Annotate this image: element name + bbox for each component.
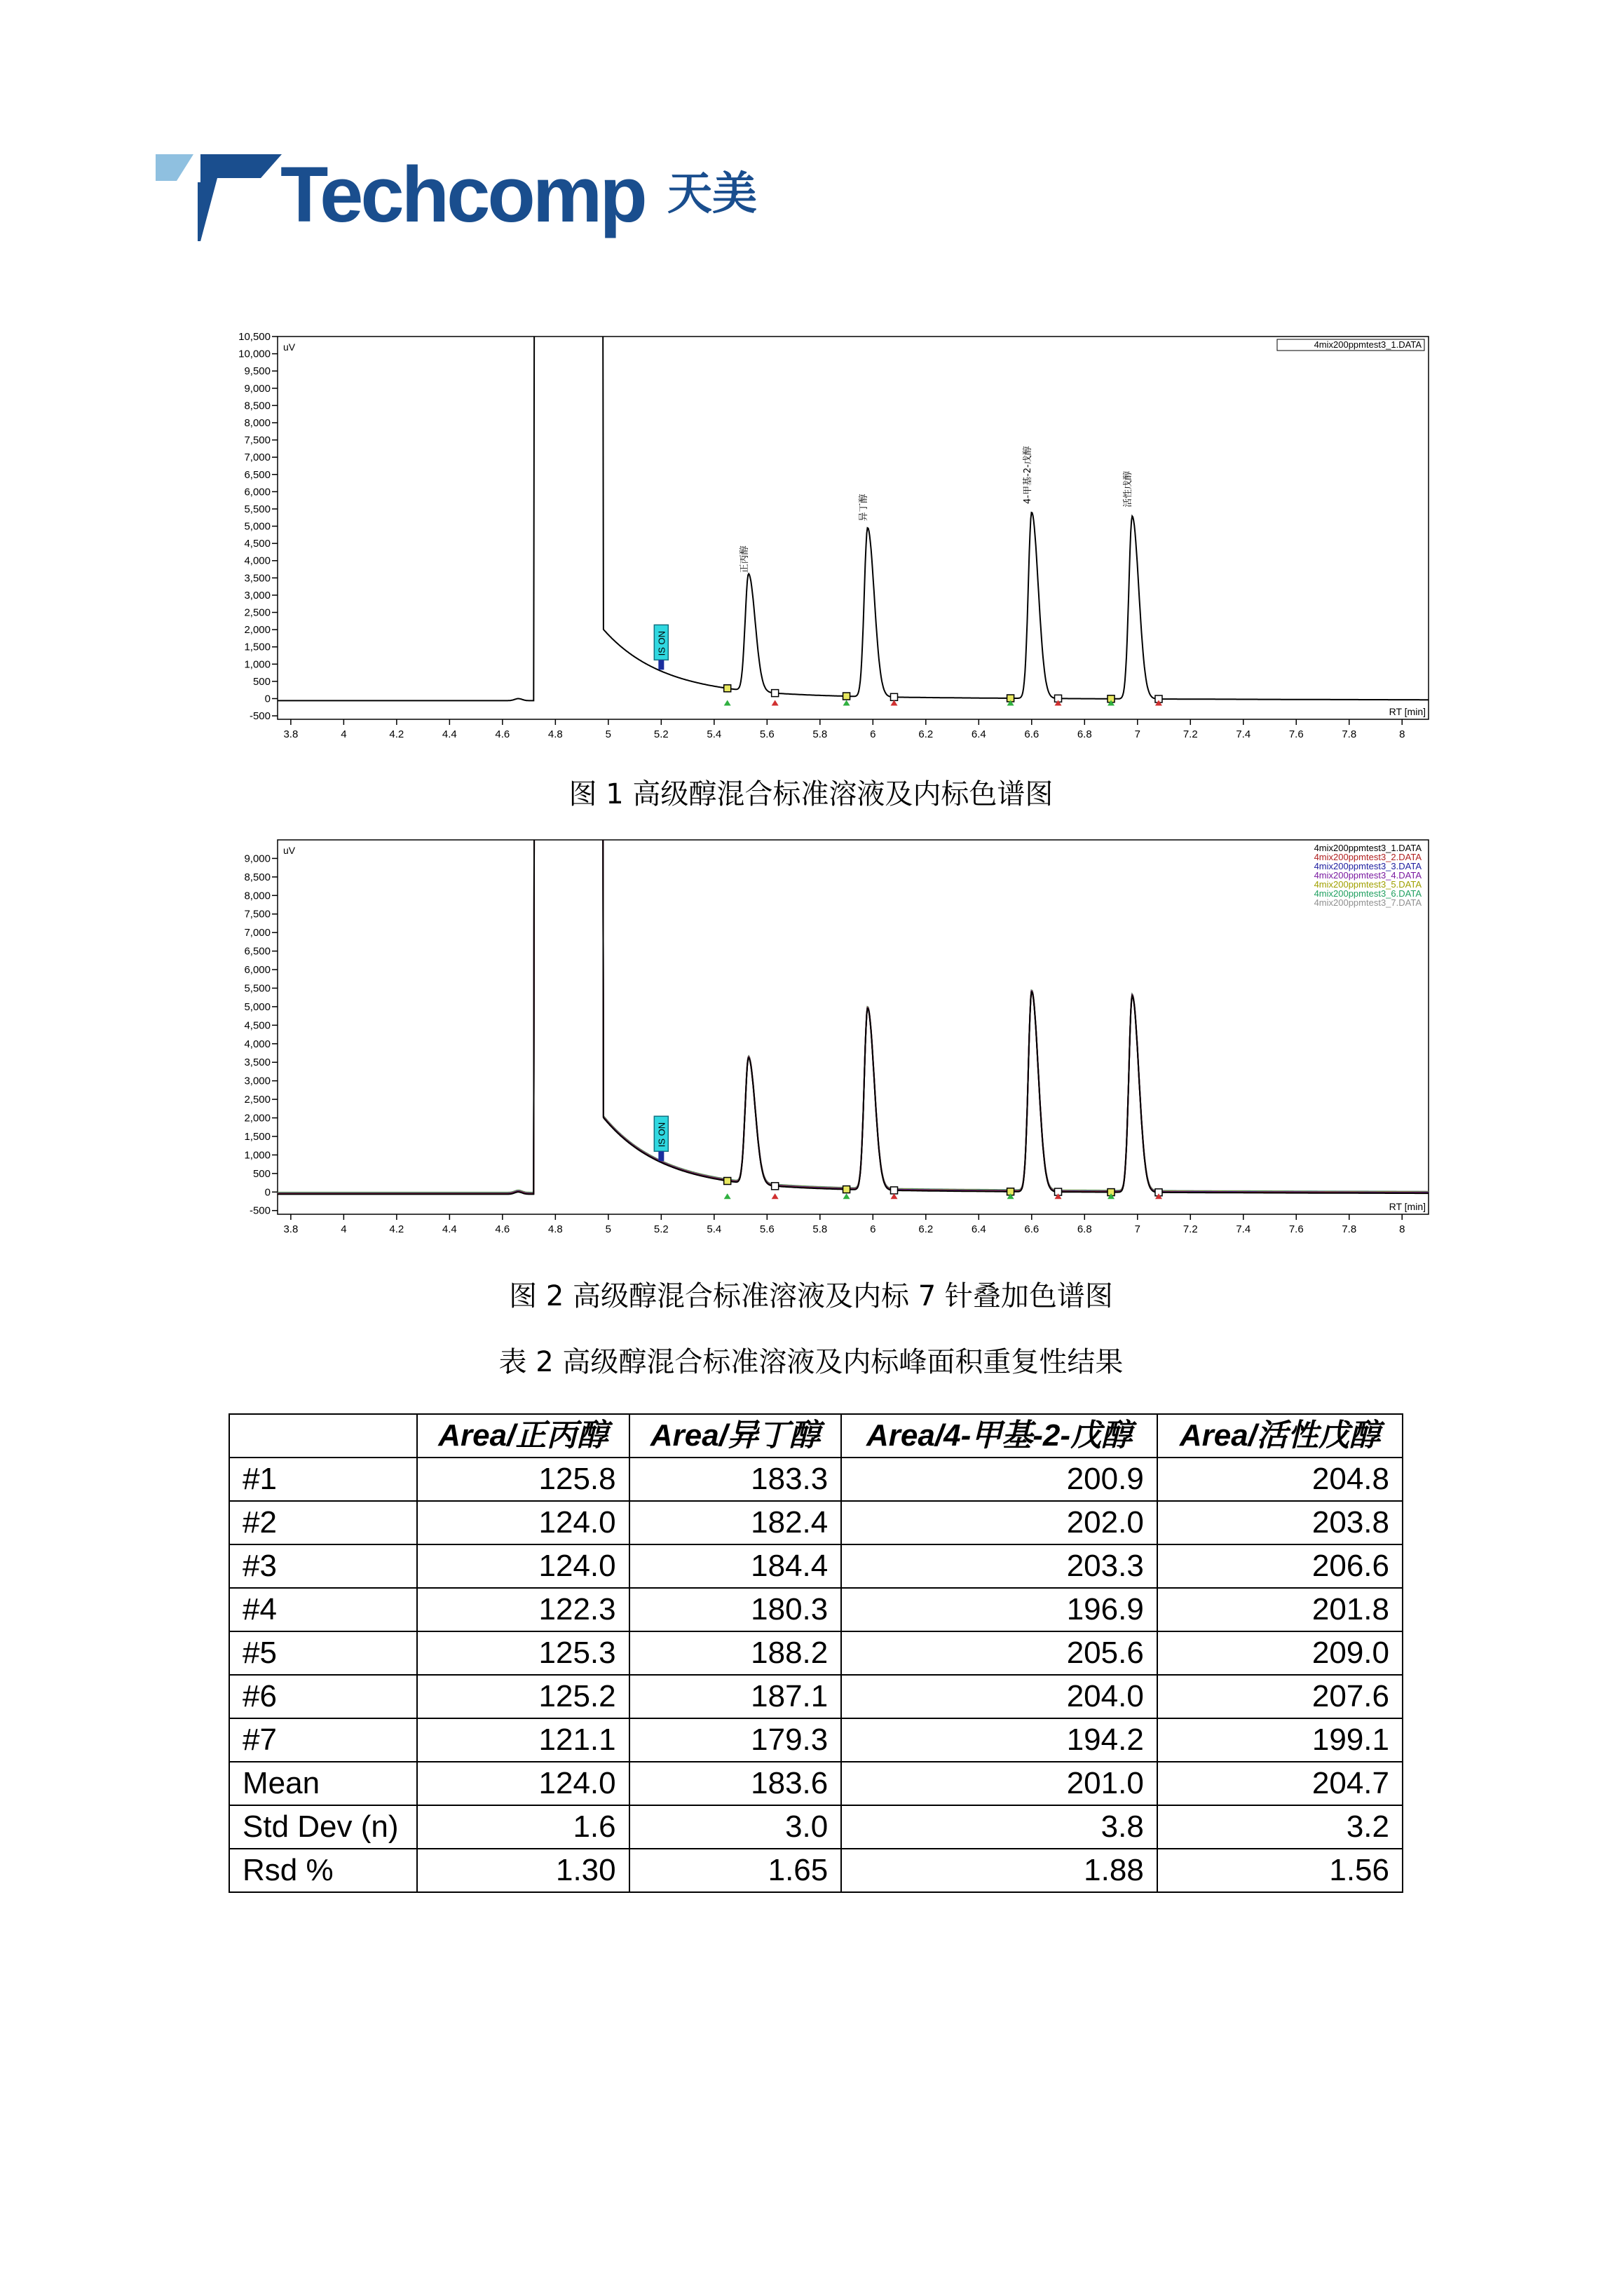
table-cell: 3.2: [1157, 1805, 1403, 1849]
row-label: Rsd %: [229, 1849, 417, 1892]
techcomp-logo: [156, 150, 786, 241]
y-tick-label: 3,000: [244, 589, 271, 602]
row-label: #7: [229, 1718, 417, 1762]
table-cell: 1.30: [417, 1849, 629, 1892]
table-cell: 125.3: [417, 1631, 629, 1675]
x-tick-label: 5.4: [707, 728, 722, 740]
table-cell: 121.1: [417, 1718, 629, 1762]
chromatogram-figure-1: [229, 331, 1434, 753]
y-tick-label: 500: [252, 675, 271, 688]
table-cell: 204.7: [1157, 1762, 1403, 1805]
table-cell: 1.65: [629, 1849, 842, 1892]
x-tick-label: 3.8: [283, 728, 299, 740]
table-row: [229, 1588, 1403, 1631]
y-tick-label: 4,500: [244, 1019, 271, 1032]
y-tick-label: 4,000: [244, 555, 271, 567]
table-cell: 206.6: [1157, 1544, 1403, 1588]
table-cell: 183.3: [629, 1458, 842, 1501]
x-tick-label: 7.2: [1183, 1223, 1198, 1235]
x-tick-label: 5.8: [812, 1223, 828, 1235]
x-tick-label: 7.4: [1236, 728, 1251, 740]
y-tick-label: 8,500: [244, 871, 271, 883]
x-axis-label: RT [min]: [1389, 706, 1426, 717]
row-label: #1: [229, 1458, 417, 1501]
y-tick-label: 9,000: [244, 382, 271, 395]
x-tick-label: 6.8: [1077, 1223, 1092, 1235]
row-label: #3: [229, 1544, 417, 1588]
y-tick-label: 500: [252, 1167, 271, 1180]
table-header-row: [229, 1414, 1403, 1458]
x-tick-label: 7.4: [1236, 1223, 1251, 1235]
row-label: Mean: [229, 1762, 417, 1805]
x-tick-label: 5.8: [812, 728, 828, 740]
integration-marker: [891, 693, 898, 700]
peak-label: 活性戊醇: [1123, 470, 1134, 508]
table-cell: 201.0: [841, 1762, 1157, 1805]
y-tick-label: 9,000: [244, 852, 271, 865]
plot-area: [278, 840, 1429, 1214]
y-tick-label: 10,500: [238, 331, 271, 343]
y-tick-label: 0: [264, 1186, 271, 1199]
y-tick-label: 8,500: [244, 400, 271, 412]
table-cell: 207.6: [1157, 1675, 1403, 1718]
y-tick-label: 4,500: [244, 538, 271, 550]
header-cell: [229, 1414, 417, 1458]
y-tick-label: 6,500: [244, 468, 271, 481]
y-tick-label: 9,500: [244, 365, 271, 378]
table-cell: 201.8: [1157, 1588, 1403, 1631]
table-cell: 1.6: [417, 1805, 629, 1849]
x-tick-label: 5: [605, 728, 612, 740]
y-tick-label: 4,000: [244, 1038, 271, 1050]
x-tick-label: 4.6: [495, 1223, 510, 1235]
table-cell: 196.9: [841, 1588, 1157, 1631]
x-tick-label: 7.2: [1183, 728, 1198, 740]
row-label: #4: [229, 1588, 417, 1631]
table-cell: 125.8: [417, 1458, 629, 1501]
table-row: [229, 1544, 1403, 1588]
y-tick-label: 7,500: [244, 908, 271, 921]
is-on-pin-icon: [658, 660, 664, 670]
results-table: [229, 1413, 1403, 1893]
y-tick-label: 5,000: [244, 1000, 271, 1013]
x-tick-label: 7: [1134, 1223, 1140, 1235]
is-on-pin-icon: [658, 1151, 664, 1161]
y-tick-label: 1,500: [244, 1130, 271, 1143]
x-tick-label: 4.8: [547, 728, 563, 740]
legend-entry: 4mix200ppmtest3_3.DATA: [1314, 861, 1422, 871]
y-tick-label: 7,500: [244, 434, 271, 447]
x-tick-label: 6.6: [1024, 1223, 1040, 1235]
x-tick-label: 6: [870, 728, 876, 740]
table-row: [229, 1501, 1403, 1544]
x-tick-label: 6: [870, 1223, 876, 1235]
y-tick-label: 7,000: [244, 451, 271, 464]
y-axis-label: uV: [283, 341, 296, 353]
y-tick-label: 2,500: [244, 1094, 271, 1106]
table-cell: 200.9: [841, 1458, 1157, 1501]
table-cell: 179.3: [629, 1718, 842, 1762]
x-tick-label: 5.2: [653, 728, 669, 740]
is-on-label: IS ON: [656, 1122, 667, 1148]
header-cell: Area/正丙醇: [417, 1414, 629, 1458]
x-tick-label: 5.2: [653, 1223, 669, 1235]
table-cell: 1.88: [841, 1849, 1157, 1892]
x-tick-label: 6.2: [918, 728, 934, 740]
table-row: [229, 1762, 1403, 1805]
table-caption: 表 2 高级醇混合标准溶液及内标峰面积重复性结果: [498, 1346, 1124, 1378]
x-tick-label: 6.4: [971, 1223, 986, 1235]
table-row: [229, 1718, 1403, 1762]
x-tick-label: 6.4: [971, 728, 986, 740]
y-tick-label: 5,000: [244, 520, 271, 533]
table-row: [229, 1849, 1403, 1892]
table-cell: 122.3: [417, 1588, 629, 1631]
x-tick-label: 4.2: [389, 1223, 404, 1235]
table-cell: 124.0: [417, 1544, 629, 1588]
chromatogram-1-svg: [229, 331, 1434, 753]
table-cell: 187.1: [629, 1675, 842, 1718]
brand-name-cn: 天美: [667, 168, 757, 220]
y-tick-label: 10,000: [238, 348, 271, 360]
table-cell: 3.0: [629, 1805, 842, 1849]
legend-entry: 4mix200ppmtest3_4.DATA: [1314, 870, 1422, 881]
table-cell: 203.8: [1157, 1501, 1403, 1544]
row-label: #6: [229, 1675, 417, 1718]
y-tick-label: 2,000: [244, 1112, 271, 1125]
header-cell: Area/活性戊醇: [1157, 1414, 1403, 1458]
y-tick-label: 0: [264, 693, 271, 705]
x-tick-label: 4.2: [389, 728, 404, 740]
legend-entry: 4mix200ppmtest3_5.DATA: [1314, 879, 1422, 890]
x-tick-label: 6.2: [918, 1223, 934, 1235]
chromatogram-figure-2: [229, 834, 1434, 1248]
legend-entry: 4mix200ppmtest3_1.DATA: [1314, 339, 1422, 350]
y-tick-label: 1,500: [244, 641, 271, 653]
legend-entry: 4mix200ppmtest3_7.DATA: [1314, 897, 1422, 908]
table-cell: 203.3: [841, 1544, 1157, 1588]
header-cell: Area/异丁醇: [629, 1414, 842, 1458]
techcomp-logo-mark-icon: [156, 150, 282, 241]
x-tick-label: 5.6: [759, 728, 775, 740]
y-tick-label: -500: [249, 710, 271, 723]
table-cell: 124.0: [417, 1501, 629, 1544]
table-row: [229, 1675, 1403, 1718]
legend-entry: 4mix200ppmtest3_6.DATA: [1314, 888, 1422, 899]
x-tick-label: 5.4: [707, 1223, 722, 1235]
x-tick-label: 7.8: [1342, 1223, 1357, 1235]
integration-marker: [724, 685, 731, 692]
y-tick-label: 7,000: [244, 927, 271, 939]
x-tick-label: 6.6: [1024, 728, 1040, 740]
table-cell: 182.4: [629, 1501, 842, 1544]
x-tick-label: 8: [1399, 1223, 1405, 1235]
y-tick-label: 2,000: [244, 624, 271, 637]
y-tick-label: 3,500: [244, 572, 271, 585]
x-tick-label: 7.6: [1288, 728, 1304, 740]
x-tick-label: 5.6: [759, 1223, 775, 1235]
x-tick-label: 5: [605, 1223, 612, 1235]
table-cell: 209.0: [1157, 1631, 1403, 1675]
y-tick-label: 1,000: [244, 658, 271, 671]
y-tick-label: 6,000: [244, 964, 271, 977]
x-tick-label: 8: [1399, 728, 1405, 740]
table-cell: 204.0: [841, 1675, 1157, 1718]
x-axis-label: RT [min]: [1389, 1201, 1426, 1212]
table-cell: 199.1: [1157, 1718, 1403, 1762]
y-tick-label: 3,000: [244, 1075, 271, 1087]
x-tick-label: 4.8: [547, 1223, 563, 1235]
row-label: #5: [229, 1631, 417, 1675]
x-tick-label: 4: [341, 1223, 347, 1235]
integration-marker: [843, 693, 850, 700]
is-on-label: IS ON: [656, 630, 667, 656]
table-cell: 188.2: [629, 1631, 842, 1675]
peak-label: 4-甲基-2-戊醇: [1022, 446, 1033, 504]
x-tick-label: 7.6: [1288, 1223, 1304, 1235]
table-cell: 125.2: [417, 1675, 629, 1718]
table-row: [229, 1458, 1403, 1501]
figure-2-caption: 图 2 高级醇混合标准溶液及内标 7 针叠加色谱图: [509, 1280, 1113, 1312]
table-row: [229, 1631, 1403, 1675]
y-axis-label: uV: [283, 845, 296, 856]
row-label: Std Dev (n): [229, 1805, 417, 1849]
integration-marker: [891, 1187, 898, 1194]
x-tick-label: 4.4: [442, 1223, 457, 1235]
table-cell: 183.6: [629, 1762, 842, 1805]
plot-area: [278, 337, 1429, 719]
row-label: #2: [229, 1501, 417, 1544]
chromatogram-2-svg: [229, 834, 1434, 1248]
integration-marker: [843, 1186, 850, 1193]
x-tick-label: 6.8: [1077, 728, 1092, 740]
figure-1-caption: 图 1 高级醇混合标准溶液及内标色谱图: [568, 778, 1054, 810]
x-tick-label: 4.4: [442, 728, 457, 740]
y-tick-label: 6,500: [244, 945, 271, 958]
y-tick-label: 8,000: [244, 890, 271, 902]
table-cell: 1.56: [1157, 1849, 1403, 1892]
x-tick-label: 4.6: [495, 728, 510, 740]
table-row: [229, 1805, 1403, 1849]
y-tick-label: 6,000: [244, 486, 271, 498]
integration-marker: [772, 690, 779, 697]
table-cell: 194.2: [841, 1718, 1157, 1762]
table-cell: 184.4: [629, 1544, 842, 1588]
y-tick-label: 5,500: [244, 982, 271, 995]
x-tick-label: 4: [341, 728, 347, 740]
brand-name: Techcomp: [280, 151, 645, 238]
table-cell: 205.6: [841, 1631, 1157, 1675]
y-tick-label: 8,000: [244, 416, 271, 429]
y-tick-label: -500: [249, 1204, 271, 1217]
integration-marker: [772, 1183, 779, 1190]
peak-label: 异丁醇: [858, 494, 869, 522]
y-tick-label: 3,500: [244, 1057, 271, 1069]
table-cell: 3.8: [841, 1805, 1157, 1849]
x-tick-label: 7: [1134, 728, 1140, 740]
y-tick-label: 1,000: [244, 1149, 271, 1162]
y-tick-label: 5,500: [244, 503, 271, 515]
table-cell: 180.3: [629, 1588, 842, 1631]
table-cell: 204.8: [1157, 1458, 1403, 1501]
y-tick-label: 2,500: [244, 606, 271, 619]
table-cell: 202.0: [841, 1501, 1157, 1544]
integration-marker: [724, 1177, 731, 1184]
header-cell: Area/4-甲基-2-戊醇: [841, 1414, 1157, 1458]
table-cell: 124.0: [417, 1762, 629, 1805]
legend-entry: 4mix200ppmtest3_2.DATA: [1314, 852, 1422, 862]
x-tick-label: 7.8: [1342, 728, 1357, 740]
x-tick-label: 3.8: [283, 1223, 299, 1235]
peak-label: 正丙醇: [739, 545, 750, 573]
legend-entry: 4mix200ppmtest3_1.DATA: [1314, 843, 1422, 853]
